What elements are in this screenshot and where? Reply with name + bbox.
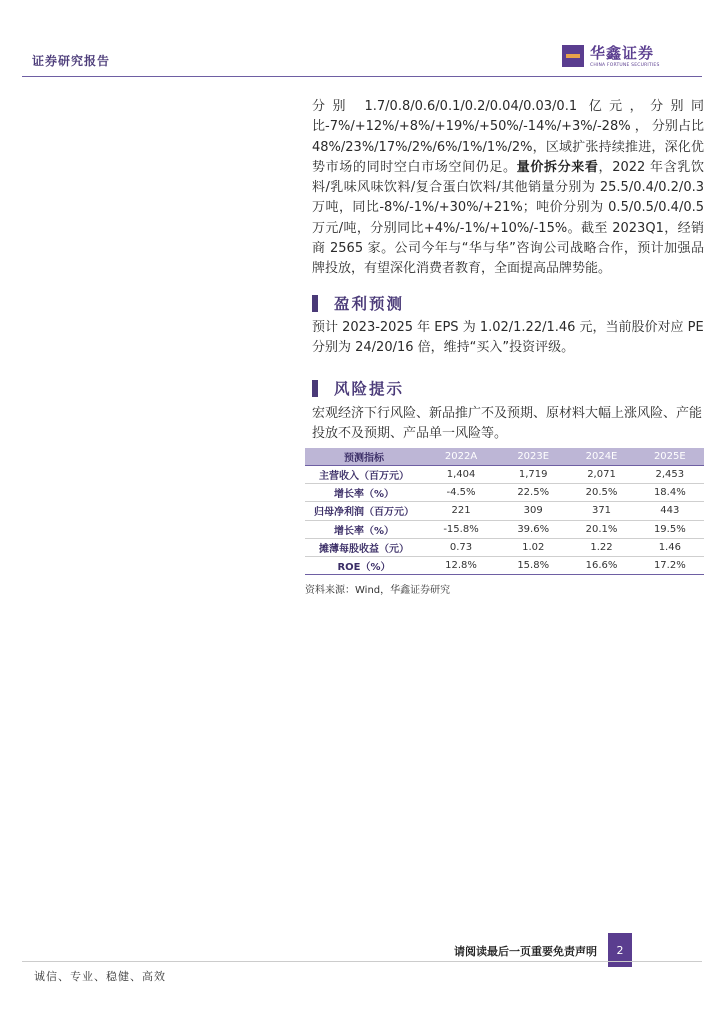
paragraph-text-part1: 分别 1.7/0.8/0.6/0.1/0.2/0.04/0.03/0.1 亿元，分别同比-7%/+12%/+8%/+19%/+50%/-14%/+3%/-28% ， 分别占比 48%/23%/17%/2%/6%/1%/1%/2%，区域扩张持续推进，深化优势市场的同时空白市场空间仍足。 xyxy=(312,99,704,175)
table-cell: 20.5% xyxy=(567,484,635,502)
row-label: 增长率（%） xyxy=(305,484,423,502)
table-row xyxy=(305,520,704,538)
table-cell: 18.4% xyxy=(636,484,704,502)
table-cell: 2,453 xyxy=(636,466,704,484)
profit-forecast-text: 预计 2023-2025 年 EPS 为 1.02/1.22/1.46 元，当前股价对应 PE 分别为 24/20/16 倍，维持“买入”投资评级。 xyxy=(312,320,704,356)
table-cell: 221 xyxy=(423,502,499,520)
table-row xyxy=(305,538,704,556)
section-heading-profit xyxy=(312,292,404,314)
table-cell: 1,404 xyxy=(423,466,499,484)
row-label: 摊薄每股收益（元） xyxy=(305,538,423,556)
table-header-cell: 预测指标 xyxy=(305,448,423,466)
table-cell: 0.73 xyxy=(423,538,499,556)
table-cell: -15.8% xyxy=(423,520,499,538)
section-title-risk: 风险提示 xyxy=(334,380,405,398)
table-header-cell: 2025E xyxy=(636,448,704,466)
table-cell: 371 xyxy=(567,502,635,520)
table-cell: 1.46 xyxy=(636,538,704,556)
table-cell: 309 xyxy=(499,502,567,520)
row-label: ROE（%） xyxy=(305,556,423,574)
header-divider xyxy=(22,76,702,77)
table-row xyxy=(305,502,704,520)
row-label: 归母净利润（百万元） xyxy=(305,502,423,520)
table-cell: 1,719 xyxy=(499,466,567,484)
table-header-cell: 2023E xyxy=(499,448,567,466)
page-number: 2 xyxy=(608,933,632,967)
paragraph-text-part2: ，2022 年含乳饮料/乳味风味饮料/复合蛋白饮料/其他销量分别为 25.5/0.4/0.2/0.3 万吨，同比-8%/-1%/+30%/+21%；吨价分别为 0.5/0.5/0.4/0.5 万元/吨，分别同比+4%/-1%/+10%/-15%。截至 2023Q1，经销商 2565 家。公司今年与“华与华”咨询公司战略合作，预计加强品牌投放，有望深化消费者教育，全面提高品牌势能。 xyxy=(312,159,704,277)
report-type-label: 证券研究报告 xyxy=(32,54,111,68)
table-header-row xyxy=(305,448,704,466)
table-cell: 15.8% xyxy=(499,556,567,574)
table-cell: 20.1% xyxy=(567,520,635,538)
brand-name-en: CHINA FORTUNE SECURITIES xyxy=(590,63,660,68)
table-cell: 17.2% xyxy=(636,556,704,574)
paragraph-bold-phrase: 量价拆分来看 xyxy=(516,159,599,175)
table-cell: 443 xyxy=(636,502,704,520)
table-row xyxy=(305,484,704,502)
brand-logo xyxy=(562,44,660,68)
section-marker-icon xyxy=(312,295,318,312)
table-row xyxy=(305,466,704,484)
disclaimer-link[interactable]: 请阅读最后一页重要免责声明 xyxy=(454,945,597,958)
section-marker-icon xyxy=(312,380,318,397)
table-source-note: 资料来源：Wind，华鑫证券研究 xyxy=(305,585,451,596)
footer-divider xyxy=(22,961,702,962)
table-row xyxy=(305,556,704,574)
brand-logo-icon xyxy=(562,45,584,67)
table-cell: 39.6% xyxy=(499,520,567,538)
row-label: 增长率（%） xyxy=(305,520,423,538)
risk-text: 宏观经济下行风险、新品推广不及预期、原材料大幅上涨风险、产能投放不及预期、产品单一风险等。 xyxy=(312,406,703,442)
section-title-profit: 盈利预测 xyxy=(334,295,405,313)
table-header-cell: 2022A xyxy=(423,448,499,466)
row-label: 主营收入（百万元） xyxy=(305,466,423,484)
table-cell: 12.8% xyxy=(423,556,499,574)
table-header-cell: 2024E xyxy=(567,448,635,466)
forecast-table xyxy=(305,448,704,575)
table-cell: 1.02 xyxy=(499,538,567,556)
business-analysis-paragraph xyxy=(312,97,704,280)
table-cell: 2,071 xyxy=(567,466,635,484)
table-cell: 19.5% xyxy=(636,520,704,538)
table-cell: 22.5% xyxy=(499,484,567,502)
table-cell: 16.6% xyxy=(567,556,635,574)
table-cell: 1.22 xyxy=(567,538,635,556)
table-cell: -4.5% xyxy=(423,484,499,502)
brand-name: 华鑫证券 xyxy=(590,44,655,62)
footer-slogan: 诚信、专业、稳健、高效 xyxy=(34,970,166,983)
section-heading-risk xyxy=(312,377,404,399)
